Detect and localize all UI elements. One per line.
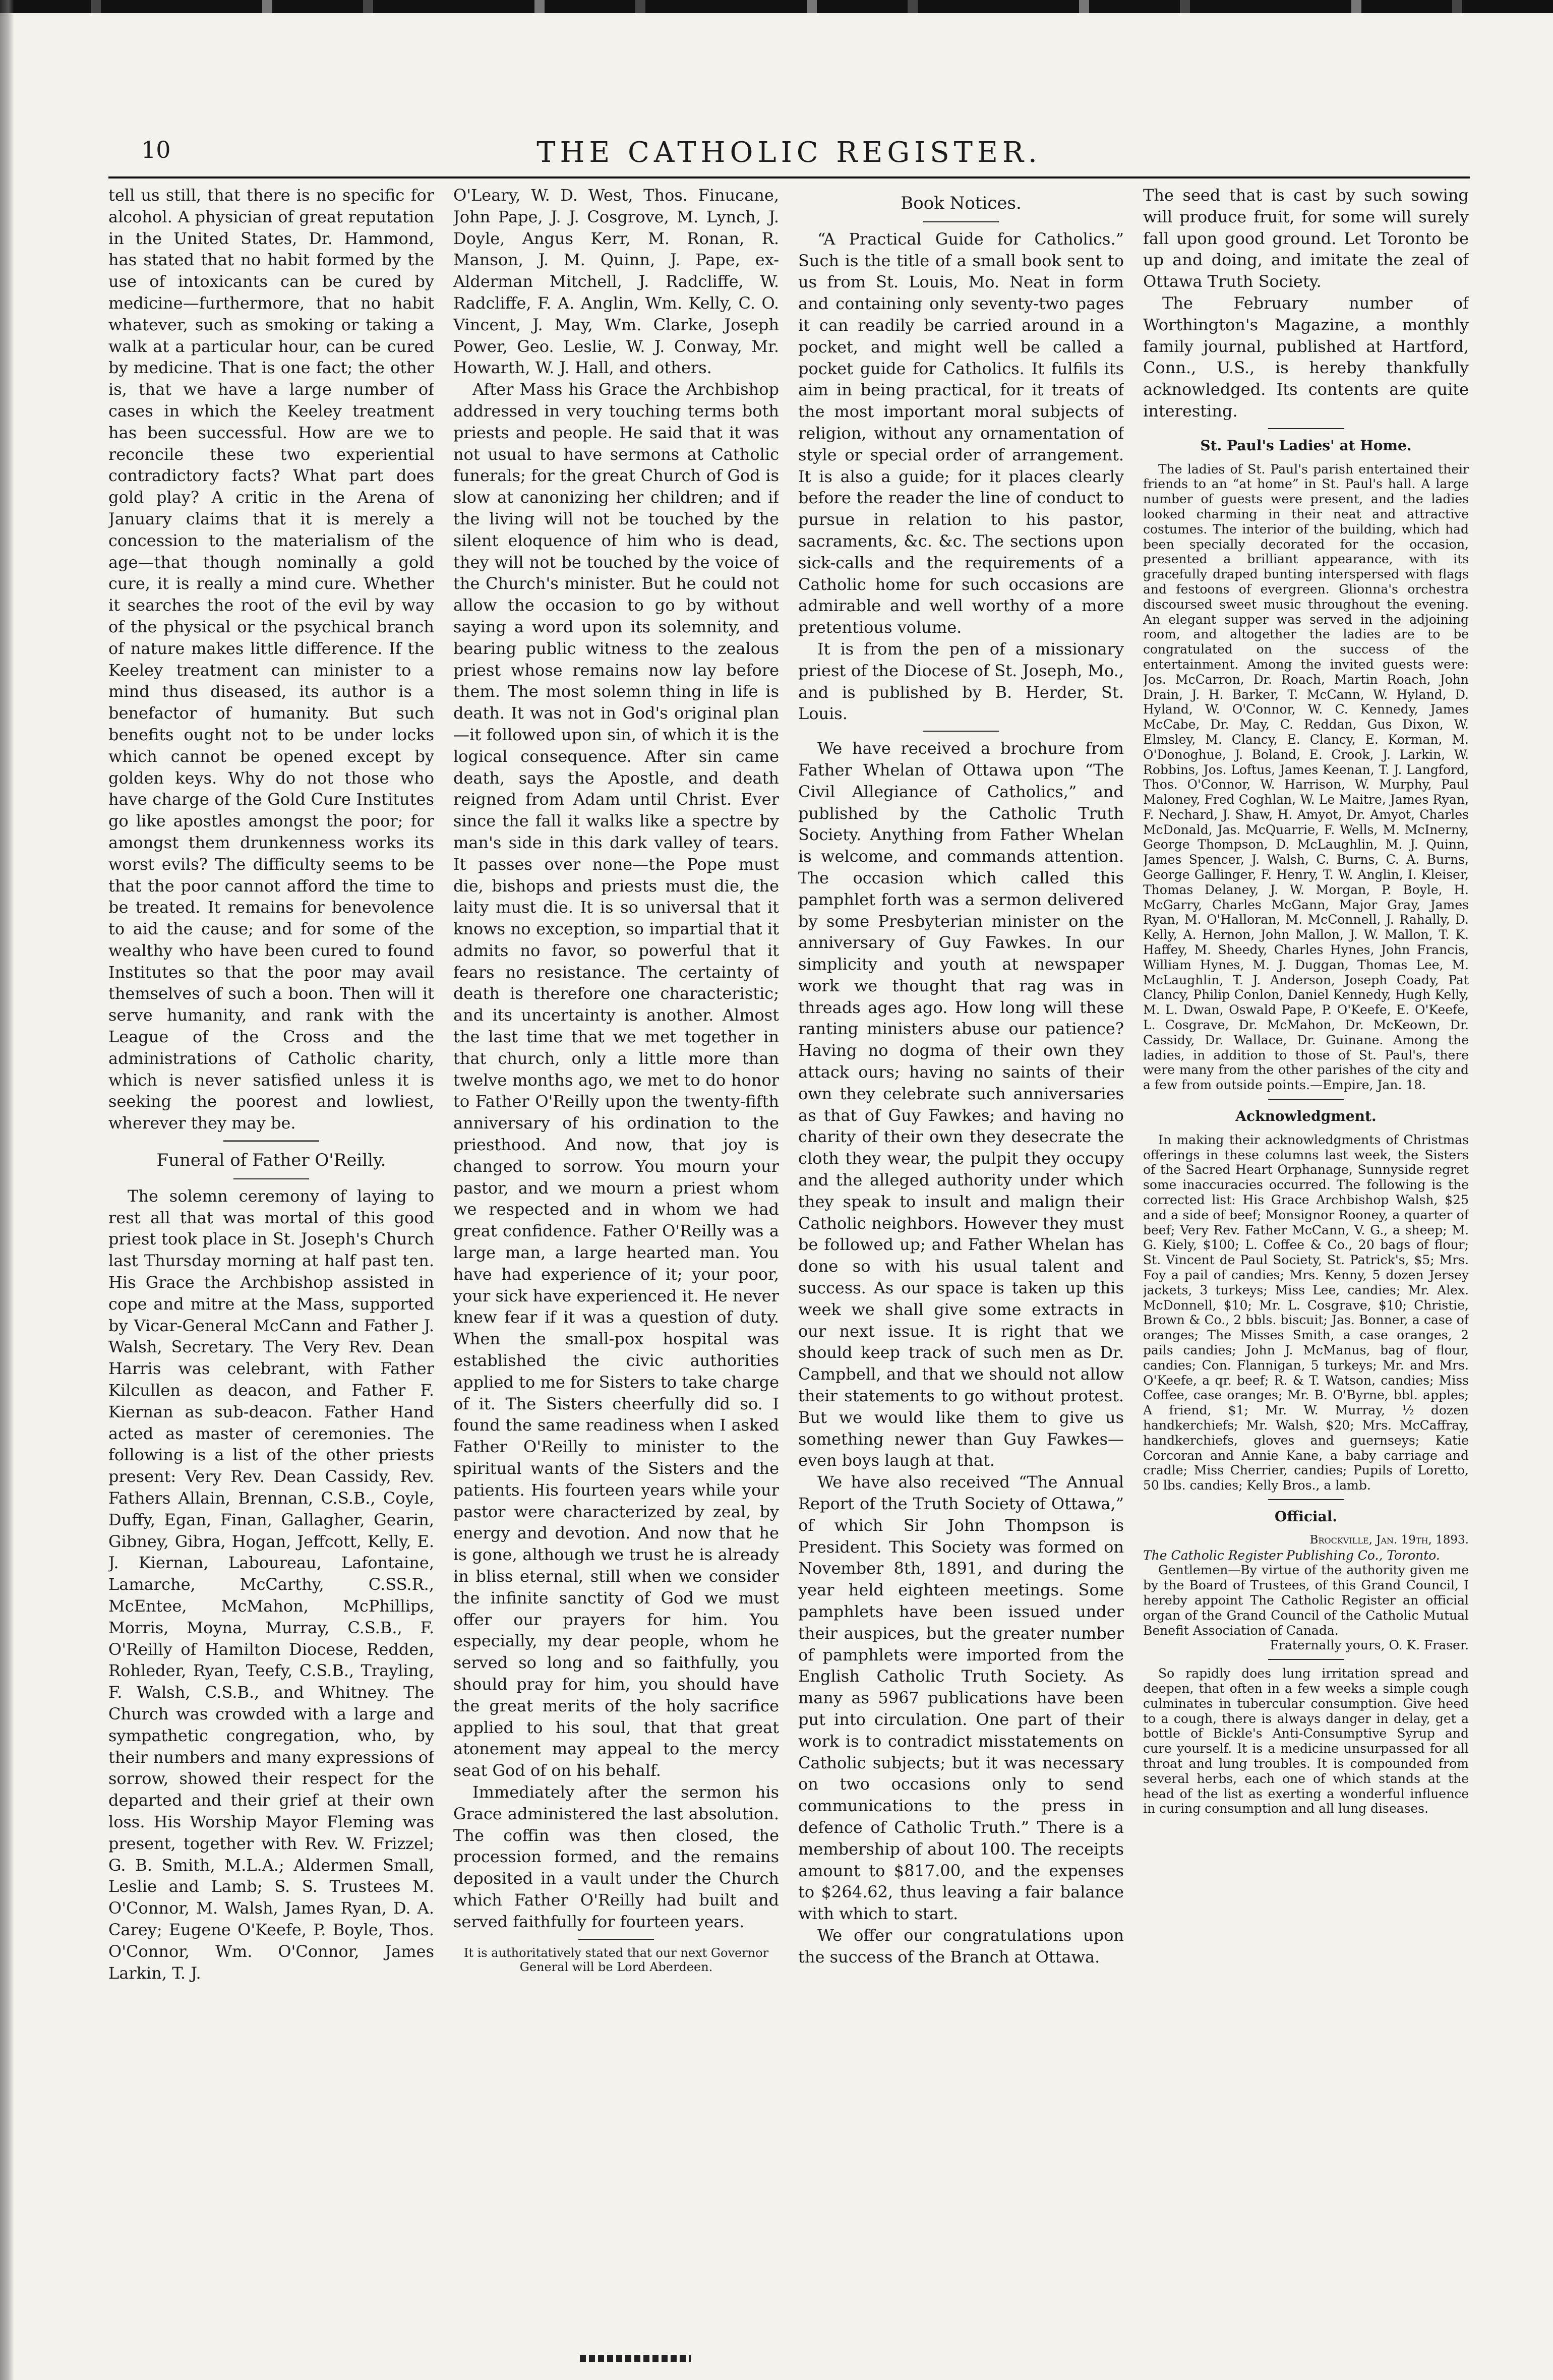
st-pauls-ladies-text: The ladies of St. Paul's parish entertained their friends to an “at home” in St. Paul's hall. A large number of guests were present, and the ladies looked charming in their neat and attractive costumes. The interior of the building, which had been specially decorated for the occasion, presented a brilliant appearance, with its gracefully draped bunting interspersed with flags and festoons of evergreen. Glionna's orchestra discoursed sweet music throughout the evening. An elegant supper was served in the adjoining room, and altogether the ladies are to be congratulated on the success of the entertainment. Among the invited guests were: Jos. McCarron, Dr. Roach, Martin Roach, John Drain, J. H. Barker, T. McCann, W. Hyland, D. Hyland, W. O'Connor, W. C. Kennedy, James McCabe, Dr. May, C. Reddan, Gus Dixon, W. Elmsley, M. Clancy, E. Clancy, E. Korman, M. O'Donoghue, J. Boland, E. Crook, J. Larkin, W. Robbins, Jos. Loftus, James Keenan, T. J. Langford, Thos. O'Connor, W. Harrison, W. Murphy, Paul Maloney, Fred Coghlan, W. Le Maitre, James Ryan, F. Nechard, J. Shaw, H. Amyot, Dr. Amyot, Charles McDonald, Jas. McQuarrie, F. Wells, M. McInerny, George Thompson, D. McLaughlin, M. J. Quinn, James Spencer, J. Walsh, C. Burns, C. A. Burns, George Gallinger, F. Henry, T. W. Anglin, I. Kleiser, Thomas Delaney, J. W. Morgan, P. Boyle, H. McGarry, Charles McGann, Major Gray, James Ryan, M. O'Halloran, M. McConnell, J. Rahally, D. Kelly, A. Hernon, John Mallon, J. W. Mallon, T. K. Haffey, M. Sheedy, Charles Hynes, John Francis, William Hynes, M. J. Duggan, Thomas Lee, M. McLaughlin, T. J. Anderson, Joseph Coady, Pat Clancy, Philip Conlon, Daniel Kennedy, Hugh Kelly, M. L. Dwan, Oswald Pape, P. O'Keefe, E. O'Keefe, L. Cosgrave, Dr. McMahon, Dr. McKeown, Dr. Cassidy, Dr. Wallace, Dr. Guinane. Among the ladies, in addition to those of St. Paul's, there were many from the other parishes of the city and a few from outside points.—Empire, Jan. 18. (1143, 461, 1469, 1093)
toronto-zeal-text: The seed that is cast by such sowing will produce fruit, for some will surely fall upon good ground. Let Toronto be up and doing, and imitate the zeal of Ottawa Truth Society. (1143, 186, 1469, 291)
ottawa-congratulations-text: We offer our congratulations upon the success of the Branch at Ottawa. (798, 1925, 1124, 1967)
lung-remedy-text: So rapidly does lung irritation spread and deepen, that often in a few weeks a simple cough culminates in tubercular consumption. Give heed to a cough, there is always danger in delay, get a bottle of Bickle's Anti-Consumptive Syrup and cure yourself. It is a medicine unsurpassed for all throat and lung troubles. It is compounded from several herbs, each one of which stands at the head of the list as exerting a wonderful influence in curing consumption and all lung diseases. (1143, 1666, 1469, 1816)
st-pauls-ladies-heading: St. Paul's Ladies' at Home. (1200, 437, 1412, 454)
whelan-brochure-text: We have received a brochure from Father Whelan of Ottawa upon “The Civil Allegiance of Catholics,” and published by the Catholic Truth Society. Anything from Father Whelan is welcome, and commands attention. The occasion which called this pamphlet forth was a sermon delivered by some Presbyterian minister on the anniversary of Guy Fawkes. In our simplicity and youth at newspaper work we thought that rag was in threads ages ago. How long will these ranting ministers abuse our patience? Having no dogma of their own they attack ours; having no saints of their own they celebrate such anniversaries as that of Guy Fawkes; and having no charity of their own they desecrate the cloth they wear, the pulpit they occupy and the alleged authority under which they speak to insult and malign their Catholic neighbors. However they must be followed up; and Father Whelan has done so with his usual talent and success. As our space is taken up this week we shall give some extracts in our next issue. It is right that we should keep track of such men as Dr. Campbell, and that we should not allow their statements to go without protest. But we would like them to give us something newer than Guy Fawkes—even boys laugh at that. (798, 739, 1124, 1470)
heading-rule (233, 1178, 309, 1179)
heading-rule (923, 221, 999, 222)
official-heading: Official. (1274, 1508, 1338, 1525)
official-text: Gentlemen—By virtue of the authority given me by the Board of Trustees, of this Grand Council, I hereby appoint The Catholic Register an official organ of the Grand Council of the Catholic Mutual Benefit Association of Canada. (1143, 1563, 1469, 1638)
scan-bottom-mark (580, 2355, 691, 2362)
masthead-title: THE CATHOLIC REGISTER. (536, 136, 1042, 169)
article-columns (108, 185, 1470, 2353)
practical-guide-text: “A Practical Guide for Catholics.” Such is the title of a small book sent to us from St. Louis, Mo. Neat in form and containing only seventy-two pages it can readily be carried around in a pocket, and might well be called a pocket guide for Catholics. It fulfils its aim in being practical, for it treats of the most important moral subjects of religion, without any ornamentation of style or special order of arrangement. It is also a guide; for it places clearly before the reader the line of conduct to pursue in relation to his pastor, sacraments, &c. &c. The sections upon sick-calls and the requirements of a Catholic home for such occasions are admirable and well worthy of a more pretentious volume. (798, 229, 1124, 637)
newspaper-page (108, 136, 1470, 2355)
scan-left-edge (0, 0, 14, 2380)
official-dateline: Brockville, Jan. 19th, 1893. (1309, 1533, 1469, 1546)
keeley-article-text: tell us still, that there is no specific for alcohol. A physician of great reputation in the United States, Dr. Hammond, has stated that no habit formed by the use of intoxicants can be cured by medicine—furthermore, that no habit whatever, such as smoking or taking a walk at a particular hour, can be cured by medicine. That is one fact; the other is, that we have a large number of cases in which the Keeley treatment has been successful. How are we to reconcile these two experiential contradictory facts? What part does gold play? A critic in the Arena of January claims that it is merely a concession to the materialism of the age—that though nominally a gold cure, it is really a mind cure. Whether it searches the root of the evil by way of the physical or the psychical branch of nature makes little difference. If the Keeley treatment can minister to a mind thus diseased, its author is a benefactor of humanity. But such benefits ought not to be under locks which cannot be opened except by golden keys. Why do not those who have charge of the Gold Cure Institutes go like apostles amongst the poor; for amongst them drunkenness works its worst evils? The difficulty seems to be that the poor cannot afford the time to be treated. It remains for benevolence to aid the cause; and for some of the wealthy who have been cured to found Institutes so that the poor may avail themselves of such a boon. Then will it serve humanity, and rank with the League of the Cross and the administrations of Catholic charity, which is never satisfied unless it is seeking the poorest and lowliest, wherever they may be. (108, 186, 434, 1133)
book-notices-heading: Book Notices. (901, 193, 1022, 213)
lung-remedy-ad (1143, 1666, 1469, 1816)
section-divider (1268, 1659, 1344, 1660)
funeral-text: The solemn ceremony of laying to rest all that was mortal of this good priest took place in St. Joseph's Church last Thursday morning at half past ten. His Grace the Archbishop assisted in cope and mitre at the Mass, supported by Vicar-General McCann and Father J. Walsh, Secretary. The Very Rev. Dean Harris was celebrant, with Father Kilcullen as deacon, and Father F. Kiernan as sub-deacon. Father Hand acted as master of ceremonies. The following is a list of the other priests present: Very Rev. Dean Cassidy, Rev. Fathers Allain, Brennan, C.S.B., Coyle, Duffy, Egan, Finan, Gallagher, Gearin, Gibney, Gibra, Hogan, Jeffcott, Kelly, E. J. Kiernan, Laboureau, Lafontaine, Lamarche, McCarthy, C.SS.R., McEntee, McMahon, McPhillips, Morris, Moyna, Murray, C.S.B., F. O'Reilly of Hamilton Diocese, Redden, Rohleder, Ryan, Teefy, C.S.B., Trayling, F. Walsh, C.S.B., and Whitney. The Church was crowded with a large and sympathetic congregation, who, by their numbers and many expressions of sorrow, showed their respect for the departed and their grief at their own loss. His Worship Mayor Fleming was present, together with Rev. W. Frizzel; G. B. Smith, M.L.A.; Aldermen Small, Leslie and Lamb; S. S. Trustees M. O'Connor, M. Walsh, James Ryan, D. A. Carey; Eugene O'Keefe, P. Boyle, Thos. O'Connor, Wm. O'Connor, James Larkin, T. J. (108, 1186, 434, 1983)
archbishop-sermon-text: After Mass his Grace the Archbishop addressed in very touching terms both priests and people. He said that it was not usual to have sermons at Catholic funerals; for the great Church of God is slow at canonizing her children; and if the living will not be touched by the silent eloquence of him who is dead, they will not be touched by the voice of the Church's minister. But he could not allow the occasion to go by without saying a word upon its solemnity, and bearing public witness to the zealous priest whose remains now lay before them. The most solemn thing in life is death. It was not in God's original plan—it followed upon sin, of which it is the logical consequence. After sin came death, says the Apostle, and death reigned from Adam until Christ. Ever since the fall it walks like a spectre by man's side in this dark valley of tears. It passes over none—the Pope must die, bishops and priests must die, the laity must die. It is so universal that it knows no exception, so impartial that it admits no favor, so powerful that it fears no resistance. The certainty of death is therefore one characteristic; and its uncertainty is another. Almost the last time that we met together in that church, only a little more than twelve months ago, we met to do honor to Father O'Reilly upon the twenty-fifth anniversary of his ordination to the priesthood. And now, that joy is changed to sorrow. You mourn your pastor, and we mourn a priest whom we respected and in whom we had great confidence. Father O'Reilly was a large man, a large hearted man. You have had experience of it; your poor, your sick have experienced it. He never knew fear if it was a question of duty. When the small-pox hospital was established the civic authorities applied to me for Sisters to take charge of it. The Sisters cheerfully did so. I found the same readiness when I asked Father O'Reilly to minister to the spiritual wants of the Sisters and the patients. His fourteen years while your pastor were characterized by zeal, by energy and devotion. And now that he is gone, although we trust he is already in bliss eternal, still when we consider the infinite sanctity of God we must offer our prayers for him. You especially, my dear people, whom he served so long and so faithfully, you should pray for him, you should have the great merits of the holy sacrifice applied to his soul, that that great atonement may appeal to the mercy seat God of on his behalf. (453, 380, 779, 1780)
column-3 (798, 185, 1124, 2353)
section-divider (1268, 1499, 1344, 1500)
acknowledgment-text: In making their acknowledgments of Christmas offerings in these columns last week, the Sisters of the Sacred Heart Orphanage, Sunnyside regret some inaccuracies occurred. The following is the corrected list: His Grace Archbishop Walsh, $25 and a side of beef; Monsignor Rooney, a quarter of beef; Very Rev. Father McCann, V. G., a sheep; M. G. Kiely, $100; L. Coffee & Co., 20 bags of flour; St. Vincent de Paul Society, St. Patrick's, $5; Mrs. Foy a pail of candies; Mrs. Kenny, 5 dozen Jersey jackets, 3 turkeys; Miss Lee, candies; Mr. Alex. McDonnell, $10; Mr. L. Cosgrave, $10; Christie, Brown & Co., 2 bbls. biscuit; Jas. Bonner, a case of oranges; The Misses Smith, a case oranges, 2 pails candies; John J. McManus, bag of flour, candies; Con. Flannigan, 5 turkeys; Mr. and Mrs. O'Keefe, a qr. beef; R. & T. Watson, candies; Miss Coffee, case oranges; Mr. B. O'Byrne, bbl. apples; A friend, $1; Mr. W. Murray, ½ dozen handkerchiefs; Mr. Walsh, $20; Mrs. McCaffray, handkerchiefs, gloves and guernseys; Katie Corcoran and Annie Kane, a baby carriage and cradle; Miss Cherrier, candies; Pupils of Loretto, 50 lbs. candies; Kelly Bros., a lamb. (1143, 1132, 1469, 1493)
column-4 (1143, 185, 1469, 2353)
official-addressee: The Catholic Register Publishing Co., Toronto. (1143, 1548, 1440, 1563)
page-header (108, 136, 1470, 178)
section-divider (1268, 428, 1344, 429)
funeral-heading: Funeral of Father O'Reilly. (156, 1150, 386, 1171)
absolution-text: Immediately after the sermon his Grace administered the last absolution. The coffin was then closed, the procession formed, and the remains deposited in a vault under the Church which Father O'Reilly had built and served faithfully for fourteen years. (453, 1782, 779, 1931)
worthingtons-magazine-text: The February number of Worthington's Magazine, a monthly family journal, published at Hartford, Conn., U.S., is hereby thankfully acknowledged. Its contents are quite interesting. (1143, 293, 1469, 421)
official-signature: Fraternally yours, O. K. Fraser. (1270, 1638, 1469, 1653)
section-divider (1268, 1099, 1344, 1100)
funeral-attendees-text: O'Leary, W. D. West, Thos. Finucane, John Pape, J. J. Cosgrove, M. Lynch, J. Doyle, Angus Kerr, M. Ronan, R. Manson, J. M. Quinn, J. Pape, ex-Alderman Mitchell, J. Radcliffe, W. Radcliffe, F. A. Anglin, Wm. Kelly, C. O. Vincent, J. May, Wm. Clarke, Joseph Power, Geo. Leslie, W. J. Conway, Mr. Howarth, W. J. Hall, and others. (453, 186, 779, 378)
acknowledgment-heading: Acknowledgment. (1235, 1108, 1377, 1125)
acknowledgment-article (1143, 1133, 1469, 1493)
scan-top-bar (0, 0, 1553, 13)
column-1 (108, 185, 434, 2353)
guide-publisher-text: It is from the pen of a missionary priest of the Diocese of St. Joseph, Mo., and is published by B. Herder, St. Louis. (798, 639, 1124, 724)
official-notice (1143, 1533, 1469, 1653)
section-divider (223, 1140, 319, 1142)
page-number: 10 (141, 136, 171, 163)
section-divider (578, 1939, 654, 1940)
truth-society-report-text: We have also received “The Annual Report of the Truth Society of Ottawa,” of which Sir John Thompson is President. This Society was formed on November 8th, 1891, and during the year held eighteen meetings. Some pamphlets have been issued under their auspices, but the greater number of pamphlets were imported from the English Catholic Truth Society. As many as 5967 publications have been put into circulation. One part of their work is to contradict misstatements on Catholic subjects; but it was necessary on two occasions only to send communications to the press in defence of Catholic Truth.” There is a membership of about 100. The receipts amount to $817.00, and the expenses to $264.62, thus leaving a fair balance with which to start. (798, 1472, 1124, 1924)
governor-general-note: It is authoritatively stated that our next Governor General will be Lord Aberdeen. (463, 1945, 769, 1974)
section-divider (923, 731, 999, 732)
st-pauls-ladies-article (1143, 462, 1469, 1093)
column-2 (453, 185, 779, 2353)
